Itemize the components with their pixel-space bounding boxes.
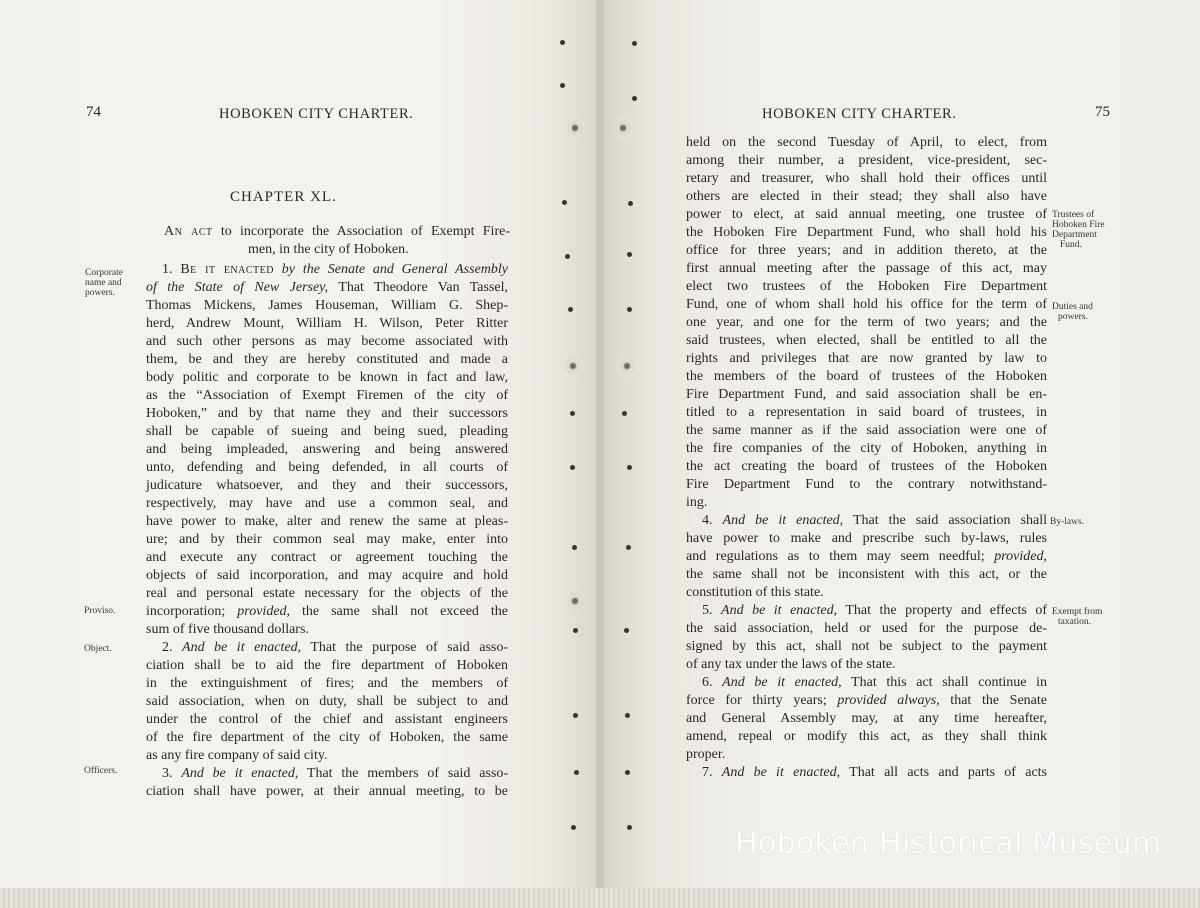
left-body-text [146,261,508,801]
text-line: the members of the board of trustees of the Hoboken [686,369,1047,384]
text-line: and being impleaded, answering and being answered [146,442,508,457]
right-page-number: 75 [1095,104,1110,120]
text-line: elect two trustees of the Hoboken Fire Department [686,279,1047,294]
text-line: body politic and corporate to be known in fact and law, [146,370,508,385]
text-line: ure; and by their common seal may make, enter into [146,532,508,547]
text-line: in the extinguishment of fires; and the members of [146,676,508,691]
text-line: 6. And be it enacted, That this act shall continue in [702,675,1048,690]
text-line: 3. And be it enacted, That the members of said asso- [162,766,509,781]
text-line: the same manner as if the said association were one of [686,423,1047,438]
text-line: of the fire department of the city of Hoboken, the same [146,730,508,745]
text-line: retary and treasurer, who shall hold their offices until [686,171,1047,186]
text-line: the same shall not be inconsistent with this act, or the [686,567,1047,582]
side-note-trustees: Trustees of Hoboken Fire Department Fund. [1052,210,1105,250]
text-line: 7. And be it enacted, That all acts and parts of acts [702,765,1047,780]
text-line: the Hoboken Fire Department Fund, who shall hold his [686,225,1047,240]
text-line: respectively, may have and use a common seal, and [146,496,508,511]
text-line: sum of five thousand dollars. [146,622,309,637]
text-line: them, be and they are hereby constituted and made a [146,352,508,367]
text-line: held on the second Tuesday of April, to elect, from [686,135,1047,150]
text-line: judicature whatsoever, and they and their successors, [146,478,508,493]
right-running-head: HOBOKEN CITY CHARTER. [762,106,957,122]
text-line: Thomas Mickens, James Houseman, William G. Shep- [146,298,508,313]
text-line: office for three years; and in addition thereto, at the [686,243,1047,258]
text-line: rights and privileges that are now granted by law to [686,351,1047,366]
text-line: power to elect, at said annual meeting, one trustee of [686,207,1047,222]
text-line: shall be capable of sueing and being sued, pleading [146,424,508,439]
side-note-corporate: Corporate name and powers. [85,268,123,298]
text-line: ing. [686,495,708,510]
text-line: and regulations as to them may seem needful; provided, [686,549,1047,564]
act-title [148,223,510,259]
museum-watermark: Hoboken Historical Museum [735,826,1162,861]
text-line: Fund, one of whom shall hold his office for the term of [686,297,1047,312]
side-note-proviso: Proviso. [84,606,116,616]
text-line: 2. And be it enacted, That the purpose of said asso- [162,640,508,655]
text-line: Hoboken,” and by that name they and their successors [146,406,508,421]
text-line: titled to a representation in said board of trustees, in [686,405,1047,420]
text-line: and such other persons as may become associated with [146,334,508,349]
text-line: ciation shall be to aid the fire department of Hoboken [146,658,508,673]
text-line: one year, and one for the term of two years; and the [686,315,1047,330]
chapter-heading: CHAPTER XL. [230,189,337,205]
text-line: the fire companies of the city of Hoboken, anything in [686,441,1047,456]
side-note-object: Object. [84,644,112,654]
text-line: and General Assembly may, at any time hereafter, [686,711,1047,726]
book-gutter [596,0,604,908]
text-line: 5. And be it enacted, That the property and effects of [702,603,1047,618]
text-line: amend, repeal or modify this act, as they shall think [686,729,1047,744]
side-note-exempt: Exempt from taxation. [1052,607,1103,627]
act-title-line: men, in the city of Hoboken. [248,242,409,257]
text-line: 1. Be it enacted by the Senate and General Assembly [162,262,508,277]
text-line: as the “Association of Exempt Firemen of the city of [146,388,508,403]
side-note-officers: Officers. [84,766,118,776]
text-line: of the State of New Jersey, That Theodore Van Tassel, [146,280,508,295]
text-line: among their number, a president, vice-president, sec- [686,153,1047,168]
left-page-number: 74 [86,104,101,120]
text-line: real and personal estate necessary for the objects of the [146,586,508,601]
act-title-line: An act to incorporate the Association of Exempt Fire- [164,224,510,239]
text-line: 4. And be it enacted, That the said association shall [702,513,1048,528]
text-line: have power to make and prescribe such by-laws, rules [686,531,1047,546]
text-line: first annual meeting after the passage of this act, may [686,261,1047,276]
text-line: under the control of the chief and assistant engineers [146,712,508,727]
text-line: herd, Andrew Mount, William H. Wilson, Peter Ritter [146,316,508,331]
text-line: others are elected in their stead; they shall also have [686,189,1047,204]
text-line: and execute any contract or agreement touching the [146,550,508,565]
side-note-bylaws: By-laws. [1050,517,1085,527]
text-line: said association, when on duty, shall be subject to and [146,694,508,709]
text-line: constitution of this state. [686,585,824,600]
text-line: as any fire company of said city. [146,748,328,763]
text-line: said trustees, when elected, shall be entitled to all the [686,333,1047,348]
text-line: objects of said incorporation, and may acquire and hold [146,568,508,583]
text-line: Fire Department Fund, and said association shall be en- [686,387,1047,402]
text-line: incorporation; provided, the same shall not exceed the [146,604,508,619]
text-line: proper. [686,747,726,762]
text-line: signed by this act, shall not be subject to the payment [686,639,1047,654]
left-running-head: HOBOKEN CITY CHARTER. [219,106,414,122]
text-line: the act creating the board of trustees of the Hoboken [686,459,1047,474]
text-line: the said association, held or used for the purpose de- [686,621,1047,636]
text-line: unto, defending and being defended, in all courts of [146,460,508,475]
text-line: force for thirty years; provided always, that the Senate [686,693,1047,708]
page-bottom-edge [0,888,1200,908]
text-line: of any tax under the laws of the state. [686,657,896,672]
text-line: have power to make, alter and renew the same at pleas- [146,514,508,529]
text-line: ciation shall have power, at their annual meeting, to be [146,784,508,799]
text-line: Fire Department Fund to the contrary notwithstand- [686,477,1047,492]
right-body-text [686,134,1047,782]
side-note-duties: Duties and powers. [1052,302,1093,322]
